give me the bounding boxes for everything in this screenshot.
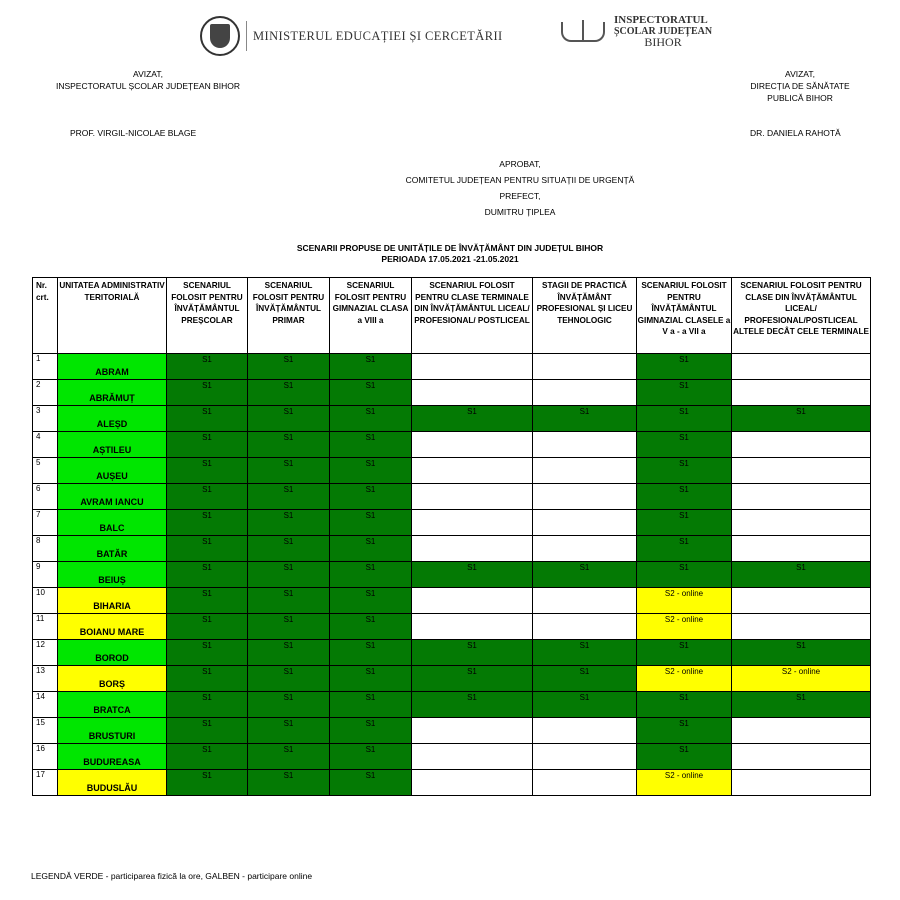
ministry-name: MINISTERUL EDUCAȚIEI ȘI CERCETĂRII [253,28,503,43]
row-number: 13 [33,666,58,692]
title-line-2: PERIOADA 17.05.2021 -21.05.2021 [381,254,519,264]
table-row [33,744,871,770]
scenario-cell: S1 [637,718,732,744]
scenario-cell [412,484,533,510]
table-body [33,354,871,796]
approval-right-institution-2: PUBLICĂ BIHOR [767,93,833,103]
scenario-cell: S1 [732,562,871,588]
scenario-cell: S1 [167,406,248,432]
scenario-cell [732,770,871,796]
scenario-cell: S1 [732,406,871,432]
scenario-cell [412,354,533,380]
scenario-cell: S1 [330,770,412,796]
title-line-1: SCENARII PROPUSE DE UNITĂȚILE DE ÎNVĂȚĂMÂNT DIN JUDEȚUL BIHOR [296,243,604,253]
scenario-cell: S1 [637,510,732,536]
scenario-cell: S1 [412,666,533,692]
scenario-cell: S1 [330,536,412,562]
row-number: 7 [33,510,58,536]
header-stagii: STAGII DE PRACTICĂ ÎNVĂȚĂMÂNT PROFESIONAL ȘI LICEU TEHNOLOGIC [533,278,637,354]
row-number: 17 [33,770,58,796]
scenario-cell [533,744,637,770]
table-row [33,432,871,458]
scenario-cell: S1 [248,354,330,380]
approval-center-role: PREFECT, [499,191,541,201]
row-number: 14 [33,692,58,718]
scenario-cell: S1 [637,744,732,770]
uat-name: BIHARIA [58,588,167,614]
scenario-cell: S1 [167,380,248,406]
scenario-cell: S1 [248,536,330,562]
scenario-cell [412,744,533,770]
uat-name: BRUSTURI [58,718,167,744]
approval-left-institution: INSPECTORATUL ȘCOLAR JUDEȚEAN BIHOR [55,81,241,91]
scenario-cell: S1 [330,666,412,692]
scenario-cell [533,718,637,744]
scenario-cell: S1 [248,458,330,484]
scenario-cell: S1 [248,588,330,614]
scenario-cell: S1 [330,692,412,718]
scenario-cell: S1 [167,432,248,458]
table-row [33,406,871,432]
scenario-cell [533,510,637,536]
scenario-cell: S1 [248,744,330,770]
scenario-cell: S1 [533,666,637,692]
scenario-cell [732,614,871,640]
scenario-cell: S1 [637,536,732,562]
scenario-cell: S2 - online [637,666,732,692]
table-row [33,354,871,380]
approval-left-label: AVIZAT, [133,69,163,79]
scenario-cell: S1 [248,380,330,406]
scenario-cell: S1 [330,406,412,432]
ministry-logo [200,16,503,56]
approval-center-label: APROBAT, [499,159,541,169]
logo-divider [246,21,247,51]
scenario-cell [533,588,637,614]
scenario-cell [533,458,637,484]
table-row [33,484,871,510]
scenario-cell: S1 [167,588,248,614]
scenario-cell: S1 [248,614,330,640]
inspectorate-line1: INSPECTORATUL [614,13,708,26]
approval-right-signer: DR. DANIELA RAHOTĂ [750,128,841,138]
scenario-cell: S1 [248,484,330,510]
scenario-cell [412,614,533,640]
scenario-cell: S1 [330,640,412,666]
table-row [33,692,871,718]
scenario-cell: S1 [248,562,330,588]
scenario-cell: S1 [330,484,412,510]
scenario-cell: S1 [637,640,732,666]
header-gimnazial-viii: SCENARIUL FOLOSIT PENTRU GIMNAZIAL CLASA a VIII a [330,278,412,354]
scenario-cell [732,432,871,458]
row-number: 12 [33,640,58,666]
scenario-cell: S1 [167,666,248,692]
row-number: 16 [33,744,58,770]
scenario-cell: S1 [412,406,533,432]
table-row [33,770,871,796]
uat-name: BRATCA [58,692,167,718]
uat-name: ABRAM [58,354,167,380]
scenario-cell: S2 - online [637,588,732,614]
scenario-cell: S1 [167,718,248,744]
table-row [33,562,871,588]
scenario-cell: S1 [637,562,732,588]
legend: LEGENDĂ VERDE - participarea fizică la ore, GALBEN - participare online [31,871,313,881]
scenario-cell: S1 [330,562,412,588]
uat-name: AUȘEU [58,458,167,484]
scenario-cell: S1 [533,640,637,666]
uat-name: AVRAM IANCU [58,484,167,510]
table-row [33,536,871,562]
scenario-cell [533,380,637,406]
scenario-cell: S1 [167,614,248,640]
approval-center [370,156,670,220]
inspectorate-logo [558,14,712,48]
row-number: 1 [33,354,58,380]
scenario-cell: S1 [330,744,412,770]
scenario-cell [533,484,637,510]
scenario-cell [412,770,533,796]
table-row [33,614,871,640]
scenario-cell: S1 [330,354,412,380]
approval-right-label: AVIZAT, [785,69,815,79]
uat-name: BUDUSLĂU [58,770,167,796]
scenario-cell: S1 [248,666,330,692]
row-number: 2 [33,380,58,406]
scenario-cell: S1 [637,458,732,484]
scenario-cell: S1 [412,562,533,588]
scenario-cell: S1 [248,770,330,796]
scenario-cell: S1 [330,588,412,614]
scenario-cell: S1 [167,510,248,536]
uat-name: BORȘ [58,666,167,692]
row-number: 11 [33,614,58,640]
scenario-cell: S1 [533,692,637,718]
scenario-cell [732,536,871,562]
header-liceal-nonterminal: SCENARIUL FOLOSIT PENTRU CLASE DIN ÎNVĂȚĂMÂNTUL LICEAL/ PROFESIONAL/POSTLICEAL ALTELE DECÂT CELE TERMINALE [732,278,871,354]
scenario-cell [412,432,533,458]
scenario-cell: S1 [248,406,330,432]
scenario-cell: S1 [167,640,248,666]
row-number: 15 [33,718,58,744]
row-number: 8 [33,536,58,562]
scenario-cell: S1 [167,562,248,588]
row-number: 6 [33,484,58,510]
inspectorate-line3: BIHOR [644,34,682,49]
row-number: 10 [33,588,58,614]
header-prescolar: SCENARIUL FOLOSIT PENTRU ÎNVĂȚĂMÂNTUL PREȘCOLAR [167,278,248,354]
uat-name: BEIUȘ [58,562,167,588]
scenario-cell: S1 [732,640,871,666]
scenario-cell: S1 [330,718,412,744]
row-number: 5 [33,458,58,484]
scenario-cell [732,588,871,614]
scenario-cell [732,354,871,380]
approval-right [725,68,875,104]
row-number: 9 [33,562,58,588]
uat-name: BALC [58,510,167,536]
scenario-cell: S1 [167,536,248,562]
scenario-cell [732,458,871,484]
scenarios-table [32,277,871,796]
table-row [33,510,871,536]
uat-name: ALEȘD [58,406,167,432]
approval-center-institution: COMITETUL JUDEȚEAN PENTRU SITUAȚII DE URGENȚĂ [405,175,635,185]
scenario-cell: S2 - online [637,614,732,640]
scenario-cell: S1 [637,406,732,432]
scenario-cell [732,380,871,406]
scenario-cell: S1 [330,458,412,484]
table-row [33,458,871,484]
scenario-cell [412,588,533,614]
scenario-cell: S2 - online [637,770,732,796]
scenario-cell [732,718,871,744]
uat-name: ABRĂMUȚ [58,380,167,406]
header-gimnazial-v-vii: SCENARIUL FOLOSIT PENTRU ÎNVĂȚĂMÂNTUL GIMNAZIAL CLASELE a V a - a VII a [637,278,732,354]
scenario-cell: S1 [167,692,248,718]
scenario-cell: S1 [167,354,248,380]
approval-left [38,68,258,92]
scenario-cell [412,718,533,744]
scenario-cell: S1 [248,510,330,536]
header-uat: UNITATEA ADMINISTRATIV TERITORIALĂ [58,278,167,354]
scenario-cell [412,536,533,562]
scenario-cell: S1 [533,406,637,432]
header-primar: SCENARIUL FOLOSIT PENTRU ÎNVĂȚĂMÂNTUL PRIMAR [248,278,330,354]
approval-center-signer: DUMITRU ȚIPLEA [484,207,556,217]
scenario-cell: S1 [167,484,248,510]
row-number: 4 [33,432,58,458]
approval-left-signer: PROF. VIRGIL-NICOLAE BLAGE [70,128,197,138]
scenario-cell: S1 [637,432,732,458]
table-row [33,380,871,406]
scenario-cell [533,432,637,458]
coat-of-arms-icon [200,16,240,56]
uat-name: AȘTILEU [58,432,167,458]
scenario-cell [533,614,637,640]
scenario-cell [533,354,637,380]
open-book-laurel-icon [558,14,608,48]
scenario-cell: S1 [637,354,732,380]
scenario-cell: S1 [330,380,412,406]
table-row [33,588,871,614]
header-nr: Nr. crt. [33,278,58,354]
scenario-cell [533,770,637,796]
uat-name: BOROD [58,640,167,666]
uat-name: BOIANU MARE [58,614,167,640]
scenario-cell: S1 [248,692,330,718]
uat-name: BATĂR [58,536,167,562]
scenario-cell [732,484,871,510]
table-row [33,718,871,744]
scenario-cell: S1 [330,432,412,458]
scenario-cell: S1 [637,692,732,718]
scenario-cell: S1 [412,640,533,666]
scenario-cell: S1 [412,692,533,718]
scenario-cell: S1 [533,562,637,588]
inspectorate-name [614,15,712,48]
scenario-cell: S1 [248,432,330,458]
scenario-cell [412,458,533,484]
row-number: 3 [33,406,58,432]
scenario-cell [412,380,533,406]
scenario-cell: S1 [330,614,412,640]
header-terminale: SCENARIUL FOLOSIT PENTRU CLASE TERMINALE DIN ÎNVĂȚĂMÂNTUL LICEAL/ PROFESIONAL/ POSTLICEAL [412,278,533,354]
document-title [0,243,900,265]
uat-name: BUDUREASA [58,744,167,770]
scenario-cell [732,744,871,770]
scenario-cell: S1 [732,692,871,718]
scenario-cell: S1 [248,640,330,666]
scenario-cell [412,510,533,536]
scenario-cell: S1 [637,380,732,406]
scenario-cell: S1 [637,484,732,510]
scenario-cell: S1 [167,770,248,796]
scenario-cell: S1 [167,744,248,770]
table-header-row [33,278,871,354]
scenario-cell: S2 - online [732,666,871,692]
table-row [33,666,871,692]
scenario-cell: S1 [248,718,330,744]
approval-right-institution-1: DIRECȚIA DE SĂNĂTATE [750,81,850,91]
scenario-cell [533,536,637,562]
scenario-cell: S1 [167,458,248,484]
scenario-cell [732,510,871,536]
scenario-cell: S1 [330,510,412,536]
inspectorate-line2: ȘCOLAR JUDEȚEAN [614,25,713,37]
table-row [33,640,871,666]
